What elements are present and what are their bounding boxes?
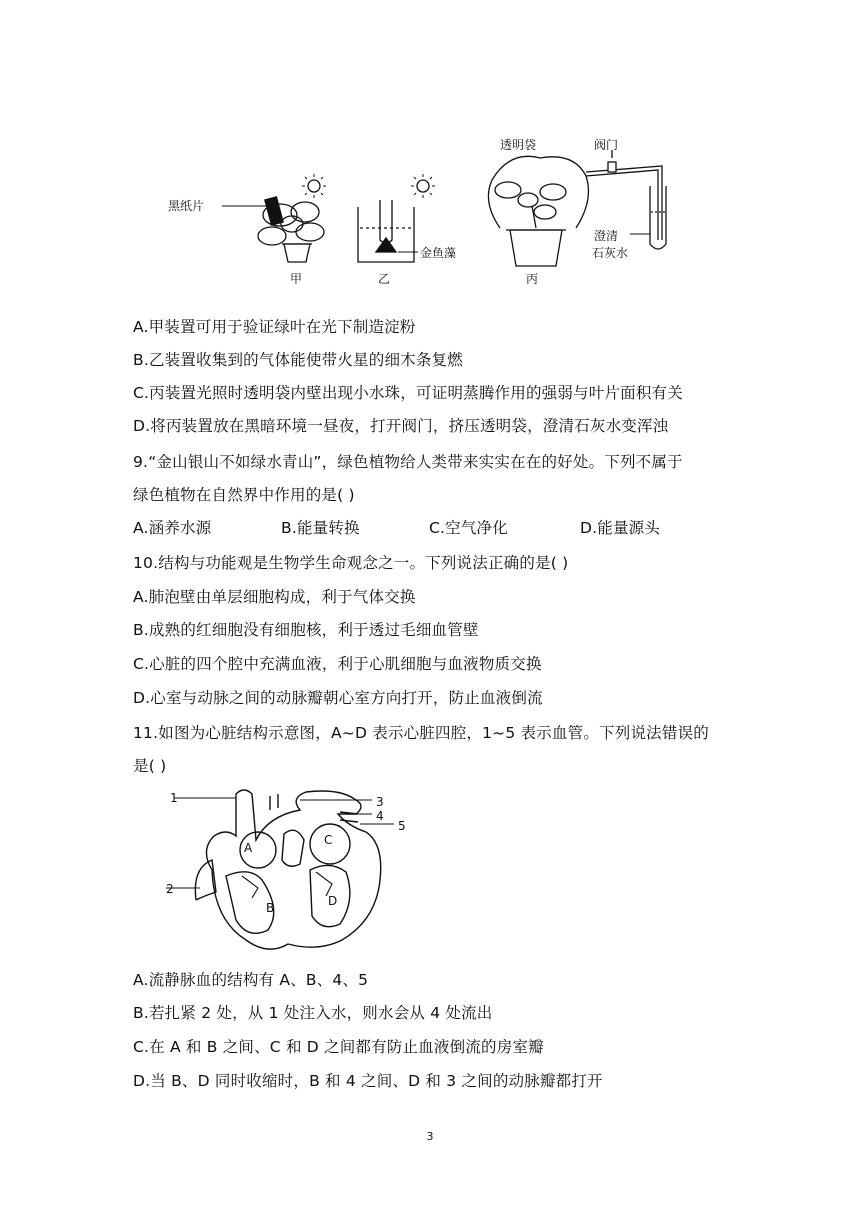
label-vessel-4: 4 bbox=[376, 809, 384, 823]
sun-icon bbox=[417, 180, 429, 192]
label-vessel-1: 1 bbox=[170, 791, 178, 805]
q11-option-a: A.流静脉血的结构有 A、B、4、5 bbox=[133, 971, 369, 989]
q9-options-row bbox=[133, 516, 660, 538]
label-goldfish-weed: 金鱼藻 bbox=[420, 246, 457, 260]
label-transparent-bag: 透明袋 bbox=[500, 138, 537, 152]
label-limewater-2: 石灰水 bbox=[592, 246, 629, 260]
q11-option-c: C.在 A 和 B 之间、C 和 D 之间都有防止血液倒流的房室瓣 bbox=[133, 1038, 544, 1056]
apparatus-jia bbox=[222, 174, 326, 262]
q9-option-d: D.能量源头 bbox=[580, 519, 661, 537]
q10-option-b: B.成熟的红细胞没有细胞核，利于透过毛细血管壁 bbox=[133, 621, 479, 639]
q8-option-b: B.乙装置收集到的气体能使带火星的细木条复燃 bbox=[133, 351, 463, 369]
label-chamber-d: D bbox=[328, 894, 338, 908]
sun-rays bbox=[302, 174, 326, 198]
q8-option-c: C.丙装置光照时透明袋内壁出现小水珠，可证明蒸腾作用的强弱与叶片面积有关 bbox=[133, 384, 683, 402]
label-chamber-c: C bbox=[324, 833, 333, 847]
label-limewater-1: 澄清 bbox=[594, 229, 619, 243]
q9-stem-line-2: 绿色植物在自然界中作用的是( ) bbox=[133, 486, 355, 504]
label-valve: 阀门 bbox=[594, 138, 619, 152]
q9-option-b: B.能量转换 bbox=[281, 519, 360, 537]
label-vessel-5: 5 bbox=[398, 819, 406, 833]
label-chamber-a: A bbox=[244, 841, 253, 855]
label-black-paper: 黑纸片 bbox=[168, 199, 205, 213]
q11-option-b: B.若扎紧 2 处，从 1 处注入水，则水会从 4 处流出 bbox=[133, 1004, 493, 1022]
label-jia: 甲 bbox=[290, 272, 303, 286]
valve-icon bbox=[608, 162, 616, 172]
q11-stem-line-1: 11.如图为心脏结构示意图，A~D 表示心脏四腔，1~5 表示血管。下列说法错误的 bbox=[133, 724, 709, 742]
apparatus-bing bbox=[488, 150, 666, 266]
q9-stem-line-1: 9.“金山银山不如绿水青山”，绿色植物给人类带来实实在在的好处。下列不属于 bbox=[133, 453, 683, 471]
heart-diagram bbox=[0, 780, 860, 960]
q10-option-d: D.心室与动脉之间的动脉瓣朝心室方向打开，防止血液倒流 bbox=[133, 689, 543, 707]
label-vessel-2: 2 bbox=[166, 882, 174, 896]
q10-option-c: C.心脏的四个腔中充满血液，利于心肌细胞与血液物质交换 bbox=[133, 655, 542, 673]
label-bing: 丙 bbox=[526, 272, 539, 286]
sun-icon bbox=[308, 180, 320, 192]
experiment-figure bbox=[0, 0, 860, 300]
page-number: 3 bbox=[426, 1130, 434, 1143]
q11-stem-line-2: 是( ) bbox=[133, 757, 167, 775]
q10-option-a: A.肺泡壁由单层细胞构成，利于气体交换 bbox=[133, 588, 416, 606]
label-vessel-3: 3 bbox=[376, 795, 384, 809]
q8-option-a: A.甲装置可用于验证绿叶在光下制造淀粉 bbox=[133, 318, 416, 336]
q11-option-d: D.当 B、D 同时收缩时，B 和 4 之间、D 和 3 之间的动脉瓣都打开 bbox=[133, 1072, 603, 1090]
label-chamber-b: B bbox=[266, 901, 275, 915]
label-yi: 乙 bbox=[378, 272, 391, 286]
q10-stem: 10.结构与功能观是生物学生命观念之一。下列说法正确的是( ) bbox=[133, 554, 569, 572]
q9-option-a: A.涵养水源 bbox=[133, 519, 212, 537]
q9-option-c: C.空气净化 bbox=[429, 519, 508, 537]
q8-option-d: D.将丙装置放在黑暗环境一昼夜，打开阀门，挤压透明袋，澄清石灰水变浑浊 bbox=[133, 417, 669, 435]
